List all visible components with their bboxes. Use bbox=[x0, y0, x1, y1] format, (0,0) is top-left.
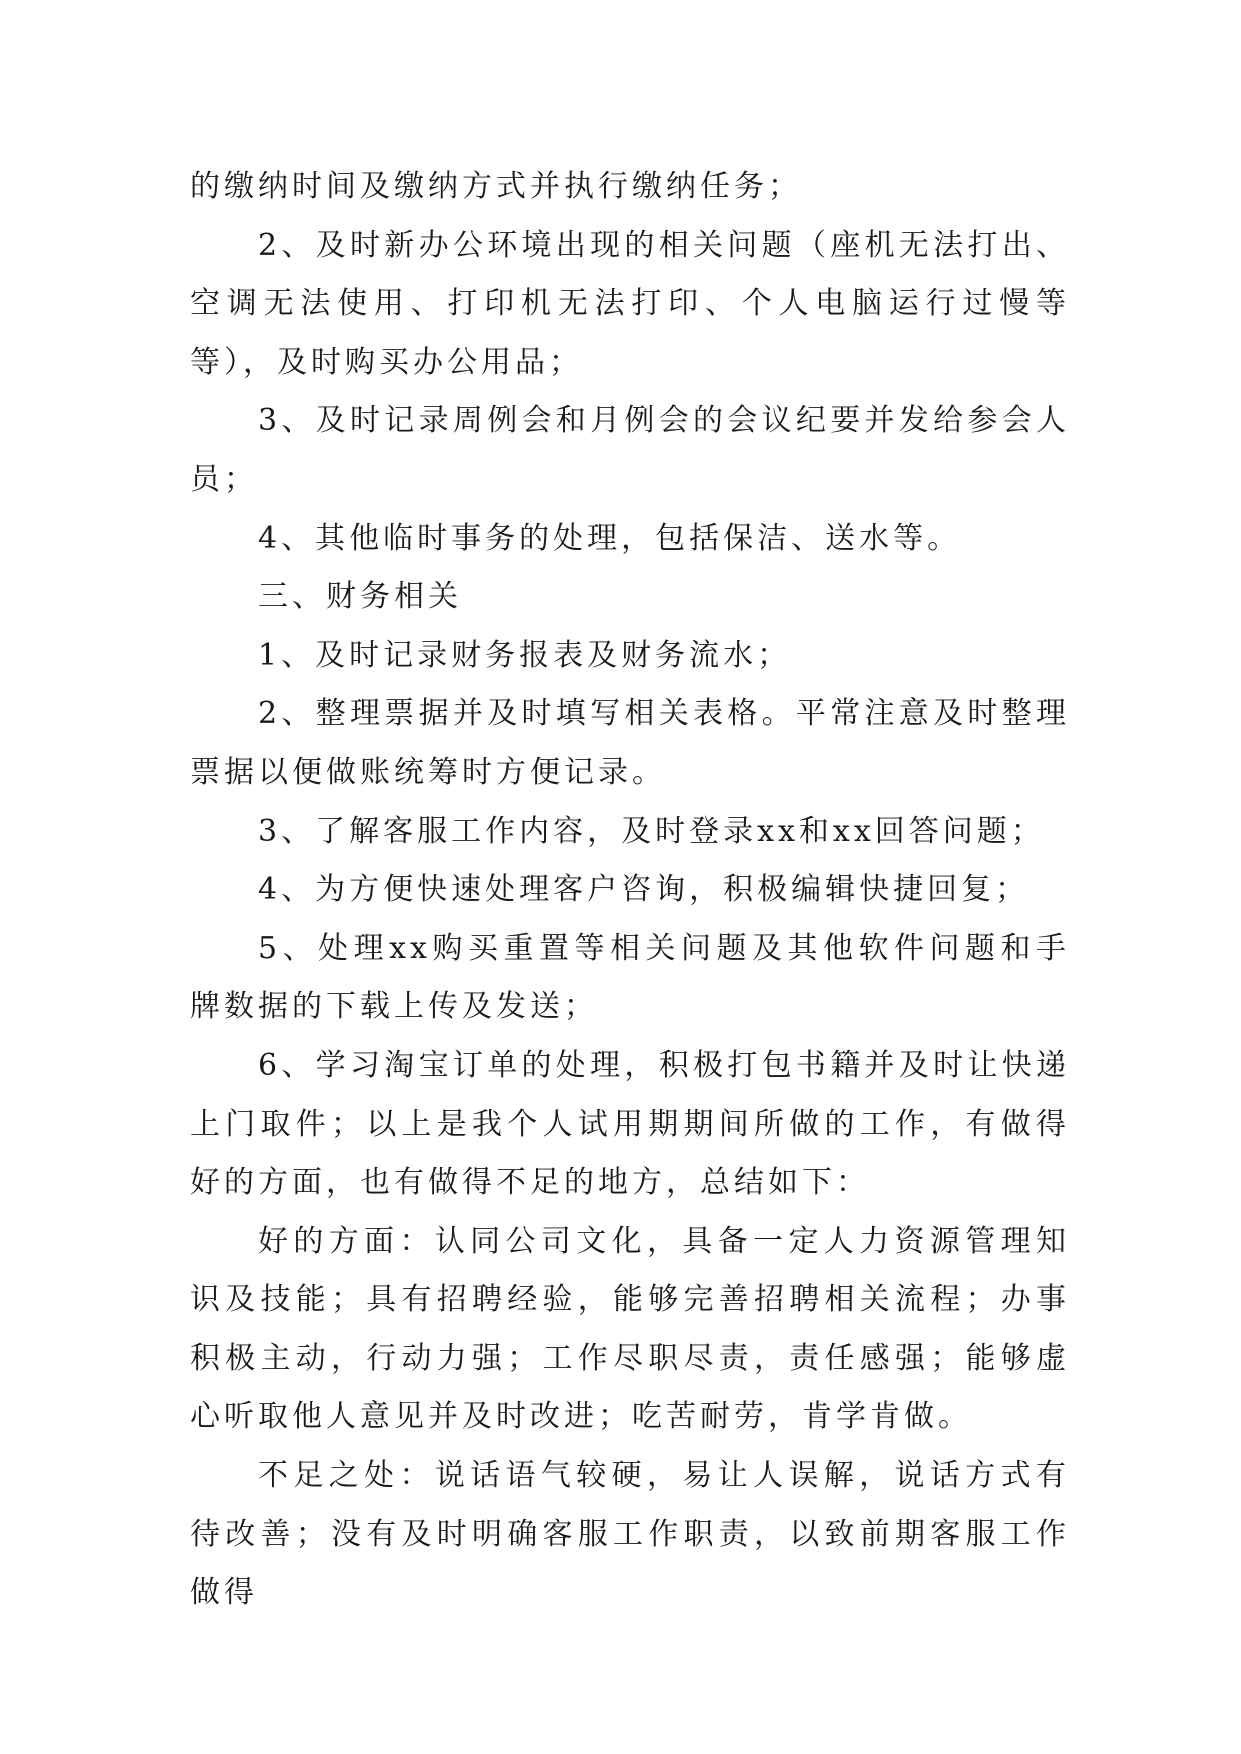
paragraph-2: 2、及时新办公环境出现的相关问题（座机无法打出、空调无法使用、打印机无法打印、个人电脑运行过慢等等），及时购买办公用品； bbox=[190, 227, 1070, 380]
document-body bbox=[190, 158, 1070, 1623]
paragraph-9: 4、为方便快速处理客户咨询，积极编辑快捷回复； bbox=[258, 872, 1030, 908]
section-heading-finance: 三、财务相关 bbox=[258, 579, 462, 615]
paragraph-4: 4、其他临时事务的处理，包括保洁、送水等。 bbox=[258, 520, 962, 556]
paragraph-3: 3、及时记录周例会和月例会的会议纪要并发给参会人员； bbox=[190, 403, 1070, 497]
paragraph-10: 5、处理xx购买重置等相关问题及其他软件问题和手牌数据的下载上传及发送； bbox=[190, 930, 1070, 1025]
paragraph-strengths: 好的方面：认同公司文化，具备一定人力资源管理知识及技能；具有招聘经验，能够完善招聘相关流程；办事积极主动，行动力强；工作尽职尽责，责任感强；能够虚心听取他人意见并及时改进；吃苦耐劳，肯学肯做。 bbox=[190, 1223, 1070, 1435]
paragraph-weaknesses: 不足之处：说话语气较硬，易让人误解，说话方式有待改善；没有及时明确客服工作职责，以致前期客服工作做得 bbox=[190, 1458, 1070, 1611]
paragraph-7: 2、整理票据并及时填写相关表格。平常注意及时整理票据以便做账统筹时方便记录。 bbox=[190, 696, 1070, 790]
paragraph-6: 1、及时记录财务报表及财务流水； bbox=[258, 637, 792, 673]
paragraph-8: 3、了解客服工作内容，及时登录xx和xx回答问题； bbox=[258, 813, 1045, 849]
paragraph-1: 的缴纳时间及缴纳方式并执行缴纳任务； bbox=[190, 169, 802, 204]
paragraph-11: 6、学习淘宝订单的处理，积极打包书籍并及时让快递上门取件；以上是我个人试用期期间所做的工作，有做得好的方面，也有做得不足的地方，总结如下： bbox=[190, 1047, 1070, 1201]
